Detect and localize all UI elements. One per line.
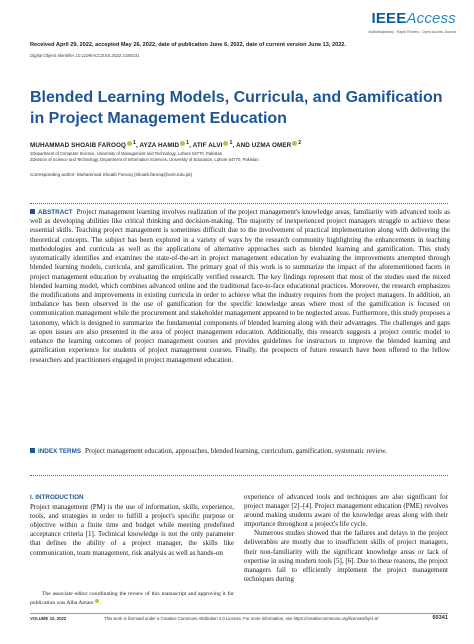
abstract-bottom-rule — [30, 475, 448, 476]
author-2: , AYZA HAMID — [135, 142, 180, 150]
intro-right-column — [244, 493, 448, 584]
publication-dates: Received April 29, 2022, accepted May 26, 2022, date of publication June 6, 2022, date of current version June 13, 2022. — [30, 42, 346, 48]
affiliation-1: 1Department of Computer Science, University of Management and Technology, Lahore 54770, Pakistan — [30, 151, 223, 156]
journal-tagline: Multidisciplinary : Rapid Review : Open Access Journal — [368, 30, 456, 34]
orcid-icon[interactable] — [223, 141, 228, 146]
author-3: , ATIF ALVI — [189, 142, 223, 150]
editor-footnote: The associate editor coordinating the review of this manuscript and approving it for publication was Alba Amato . — [30, 591, 234, 606]
orcid-icon[interactable] — [127, 141, 132, 146]
index-terms-heading: INDEX TERMS — [38, 448, 82, 455]
doi-line: Digital Object Identifier 10.1109/ACCESS.2022.3180331 — [30, 53, 140, 58]
orcid-icon[interactable] — [95, 599, 99, 603]
footer-volume: VOLUME 10, 2022 — [30, 616, 67, 621]
intro-paragraph: Project management (PM) is the use of information, skills, experience, tools, and strategies in order to fulfill a project's specific purpose or objective within a finite time and budget while meeting predefined acceptance criteria [1]. Technical knowledge is not the only parameter that defines the ability of a project manager, the skills like communication, team management, risk analysis as well as hands-on — [30, 503, 234, 557]
paper-title: Blended Learning Models, Curricula, and Gamification in Project Management Education — [30, 89, 443, 127]
orcid-icon[interactable] — [292, 141, 297, 146]
footer-license[interactable]: This work is licensed under a Creative Commons Attribution 4.0 License. For more information, see https://creativecommons.org/licenses/by/4.0/ — [104, 616, 379, 621]
abstract-top-rule — [30, 203, 448, 204]
section-heading: I. INTRODUCTION — [30, 494, 84, 501]
square-bullet-icon — [30, 448, 35, 453]
abstract — [30, 208, 450, 365]
footnote-text: The associate editor coordinating the review of this manuscript and approving it for publication was Alba Amato — [30, 591, 234, 606]
corresponding-author: Corresponding author: Muhammad Shoaib Farooq (shoaib.farooq@umt.edu.pk) — [30, 172, 193, 177]
index-terms — [30, 447, 450, 456]
author-3-affil: 1 — [229, 140, 233, 146]
footer-rule — [30, 613, 448, 614]
author-1-affil: 1 — [132, 140, 136, 146]
author-list — [30, 140, 301, 149]
logo-access-text: Access — [406, 10, 456, 27]
orcid-icon[interactable] — [180, 141, 185, 146]
intro-paragraph: experience of advanced tools and techniques are also significant for project manager [2]–[4]. Project management education (PME) revolves around making students aware of the knowledge areas along with their importance throughout a project's life cycle. — [244, 493, 448, 529]
author-2-affil: 1 — [186, 140, 190, 146]
abstract-heading: ABSTRACT — [38, 209, 73, 216]
ieee-access-logo — [371, 10, 456, 27]
affiliation-2: 2Division of Science and Technology, Department of Information Sciences, University of Education, Lahore 54770, Pakistan — [30, 157, 259, 162]
index-terms-text: Project management education, approaches, blended learning, curriculum, gamification, systematic review. — [85, 447, 387, 455]
page-number: 60341 — [432, 615, 448, 621]
author-4-affil: 2 — [298, 140, 302, 146]
author-1: MUHAMMAD SHOAIB FAROOQ — [30, 142, 126, 150]
logo-ieee-text: IEEE — [371, 10, 407, 27]
intro-paragraph: Numerous studies showed that the failures and delays in the project deliverables are mostly due to insufficient skills of project managers, their non-familiarity with the significant knowledge areas or lack of expertise in using modern tools [5], [6]. Due to these reasons, the project managers fail to efficiently implement the project management techniques during — [244, 529, 448, 583]
abstract-text: Project management learning involves realization of the project management's knowledge areas, familiarity with advanced tools as well as developing abilities like critical thinking and decision-making. The majority of inexperienced project managers struggle to achieve these essential skills. Teaching project management is sometimes difficult due to the involvement of practical implementation along with delivering the theoretical concepts. The subject has been explored in a variety of ways by the research community highlighting the enhancements in teaching methodologies and curricula as well as the applications of alternative approaches such as blended learning and gamification. This study systematically identifies and examines the state-of-the-art in project management education by evaluating the improvements attempted through blended learning models, curricula, and gamification. The primary goal of this work is to summarize the impact of the aforementioned facets in project management education by evaluating the empirically verified research. The key findings represent that most of the studies used the mixed blended learning model, which combines advanced online and the traditional face-to-face educational practices. Moreover, the research emphasizes the modifications and improvements in existing curricula in order to achieve what the industry requires from the project managers. In addition, an imbalance has been observed in the use of gamification for the specific knowledge areas where most of the gamification is focused on communication management while the procurement and stakeholder management appeared to be neglected areas. Furthermore, this study proposes a taxonomy, which is designed to summarize the fundamental components of blended learning along with their advantages. The challenges and gaps as open issues are also presented in the area of project management education. Additionally, this research suggests a project centric model to enhance the learning outcomes of project management courses and provides guidelines for instructors to improve the blended learning and gamification experience for students of project management courses. Finally, the prospects of future research have been offered to the fellow researchers and practitioners engaged in project management education. — [30, 208, 450, 364]
author-4: , AND UZMA OMER — [232, 142, 292, 150]
square-bullet-icon — [30, 209, 35, 214]
intro-left-column — [30, 493, 234, 558]
